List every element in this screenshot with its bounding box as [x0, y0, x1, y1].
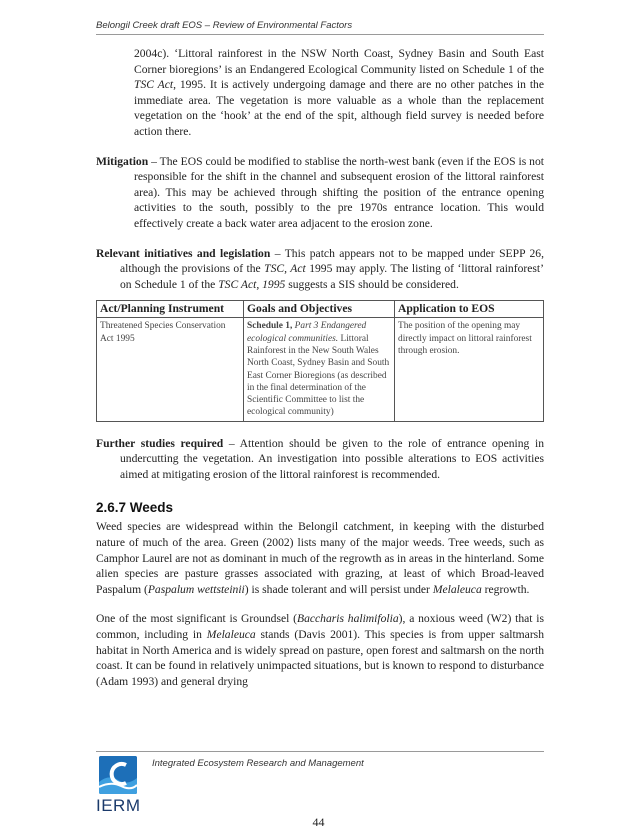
running-header: Belongil Creek draft EOS – Review of Environmental Factors [96, 20, 353, 31]
page-body [96, 46, 544, 689]
weeds1-species-2: Melaleuca [432, 582, 482, 596]
footer-rule [96, 751, 544, 752]
intro-text-2: , 1995. It is actively undergoing damage and there are no other patches in the immediate area. The vegetation is more valuable as a whole than the replacement vegetation on the ‘hook’ at the end of the spit, although field survey is needed before action there. [134, 78, 544, 138]
section-heading: 2.6.7 Weeds [96, 500, 174, 516]
weeds2-species-1: Baccharis halimifolia [296, 612, 399, 626]
ierm-logo-icon [99, 756, 137, 794]
weeds-paragraph-1 [96, 519, 544, 597]
ierm-logo [96, 756, 142, 816]
weeds2-text-2: ), a noxious weed (W2) that is common, including in [96, 612, 545, 642]
cell-goals [244, 318, 395, 421]
weeds-paragraph-2 [96, 611, 544, 689]
table-header-row [97, 301, 544, 318]
relevant-text-1: – This patch appears not to be mapped under SEPP 26, although the provisions of the [120, 246, 544, 276]
goal-schedule: Schedule 1, [247, 321, 295, 332]
weeds2-species-2: Melaleuca [206, 628, 256, 642]
relevant-paragraph [96, 246, 544, 293]
further-studies-paragraph [96, 436, 544, 483]
relevant-act-ref-1: TSC, Act [264, 262, 306, 276]
header-rule [96, 34, 544, 35]
mitigation-label: Mitigation [96, 154, 149, 168]
mitigation-text: – The EOS could be modified to stablise the north-west bank (even if the EOS is not responsible for the shift in the channel and subsequent erosion of the littoral rainforest area). This may be achieved through shifting the position of the entrance opening activities to the south, possibly to the pre 1970s entrance location. This would effectively create a back water area adjacent to the erosion zone. [134, 154, 544, 230]
goal-part: Part 3 Endangered ecological communities. [247, 321, 367, 344]
table-row [97, 318, 544, 421]
mitigation-paragraph [96, 154, 544, 232]
further-studies-text: – Attention should be given to the role of entrance opening in undercutting the vegetation. An investigation into possible alterations to EOS activities aimed at mitigating erosion of the littoral rainforest is recommended. [120, 436, 544, 481]
weeds1-text-1: Weed species are widespread within the Belongil catchment, in keeping with the disturbed nature of much of the area. Green (2002) lists many of the major weeds. Tree weeds, such as Camphor Laurel are not as dominant in much of the regrowth as in areas in the hinterland. Some alien species are pasture grasses associated with grazing, at least of which Broad-leaved Paspalum ( [96, 520, 544, 596]
relevant-act-ref-2: TSC Act, 1995 [218, 277, 286, 291]
intro-paragraph [96, 46, 544, 140]
goal-description: Littoral Rainforest in the New South Wales North Coast, Sydney Basin and South East Corner Bioregions (as described in the final determination of the Scientific Committee to list the ecological community) [247, 333, 390, 418]
table-header-goals: Goals and Objectives [244, 301, 395, 318]
relevant-text-2: 1995 may apply. The listing of ‘littoral rainforest’ on Schedule 1 of the [120, 262, 544, 291]
intro-act-ref: TSC Act [134, 78, 174, 92]
further-studies-label: Further studies required [96, 436, 224, 450]
relevant-label: Relevant initiatives and legislation [96, 246, 271, 260]
relevant-text-3: suggests a SIS should be considered. [285, 277, 459, 291]
intro-text-1: 2004c). ‘Littoral rainforest in the NSW North Coast, Sydney Basin and South East Corner bioregions’ is an Endangered Ecological Community listed on Schedule 1 of the [134, 47, 544, 76]
cell-application: The position of the opening may directly impact on littoral rainforest through erosion. [395, 318, 544, 421]
table-header-application: Application to EOS [395, 301, 544, 318]
cell-instrument: Threatened Species Conservation Act 1995 [97, 318, 244, 421]
page-number: 44 [312, 815, 325, 829]
weeds1-text-3: regrowth. [481, 582, 530, 596]
weeds2-text-3: stands (Davis 2001). This species is from upper saltmarsh habitat in North America and is widely spread on pasture, open forest and saltmarsh on the north coast. It can be found in relatively unimpacted situations, but is known to respond to disturbance (Adam 1993) and general drying [96, 628, 544, 688]
legislation-table [96, 300, 544, 421]
table-header-instrument: Act/Planning Instrument [97, 301, 244, 318]
ierm-logo-text: IERM [96, 796, 141, 815]
weeds1-species-1: Paspalum wettsteinii [147, 582, 245, 596]
organisation-name: Integrated Ecosystem Research and Management [152, 758, 364, 769]
weeds1-text-2: ) is shade tolerant and will persist under [244, 582, 433, 596]
weeds2-text-1: One of the most significant is Groundsel ( [96, 612, 297, 626]
